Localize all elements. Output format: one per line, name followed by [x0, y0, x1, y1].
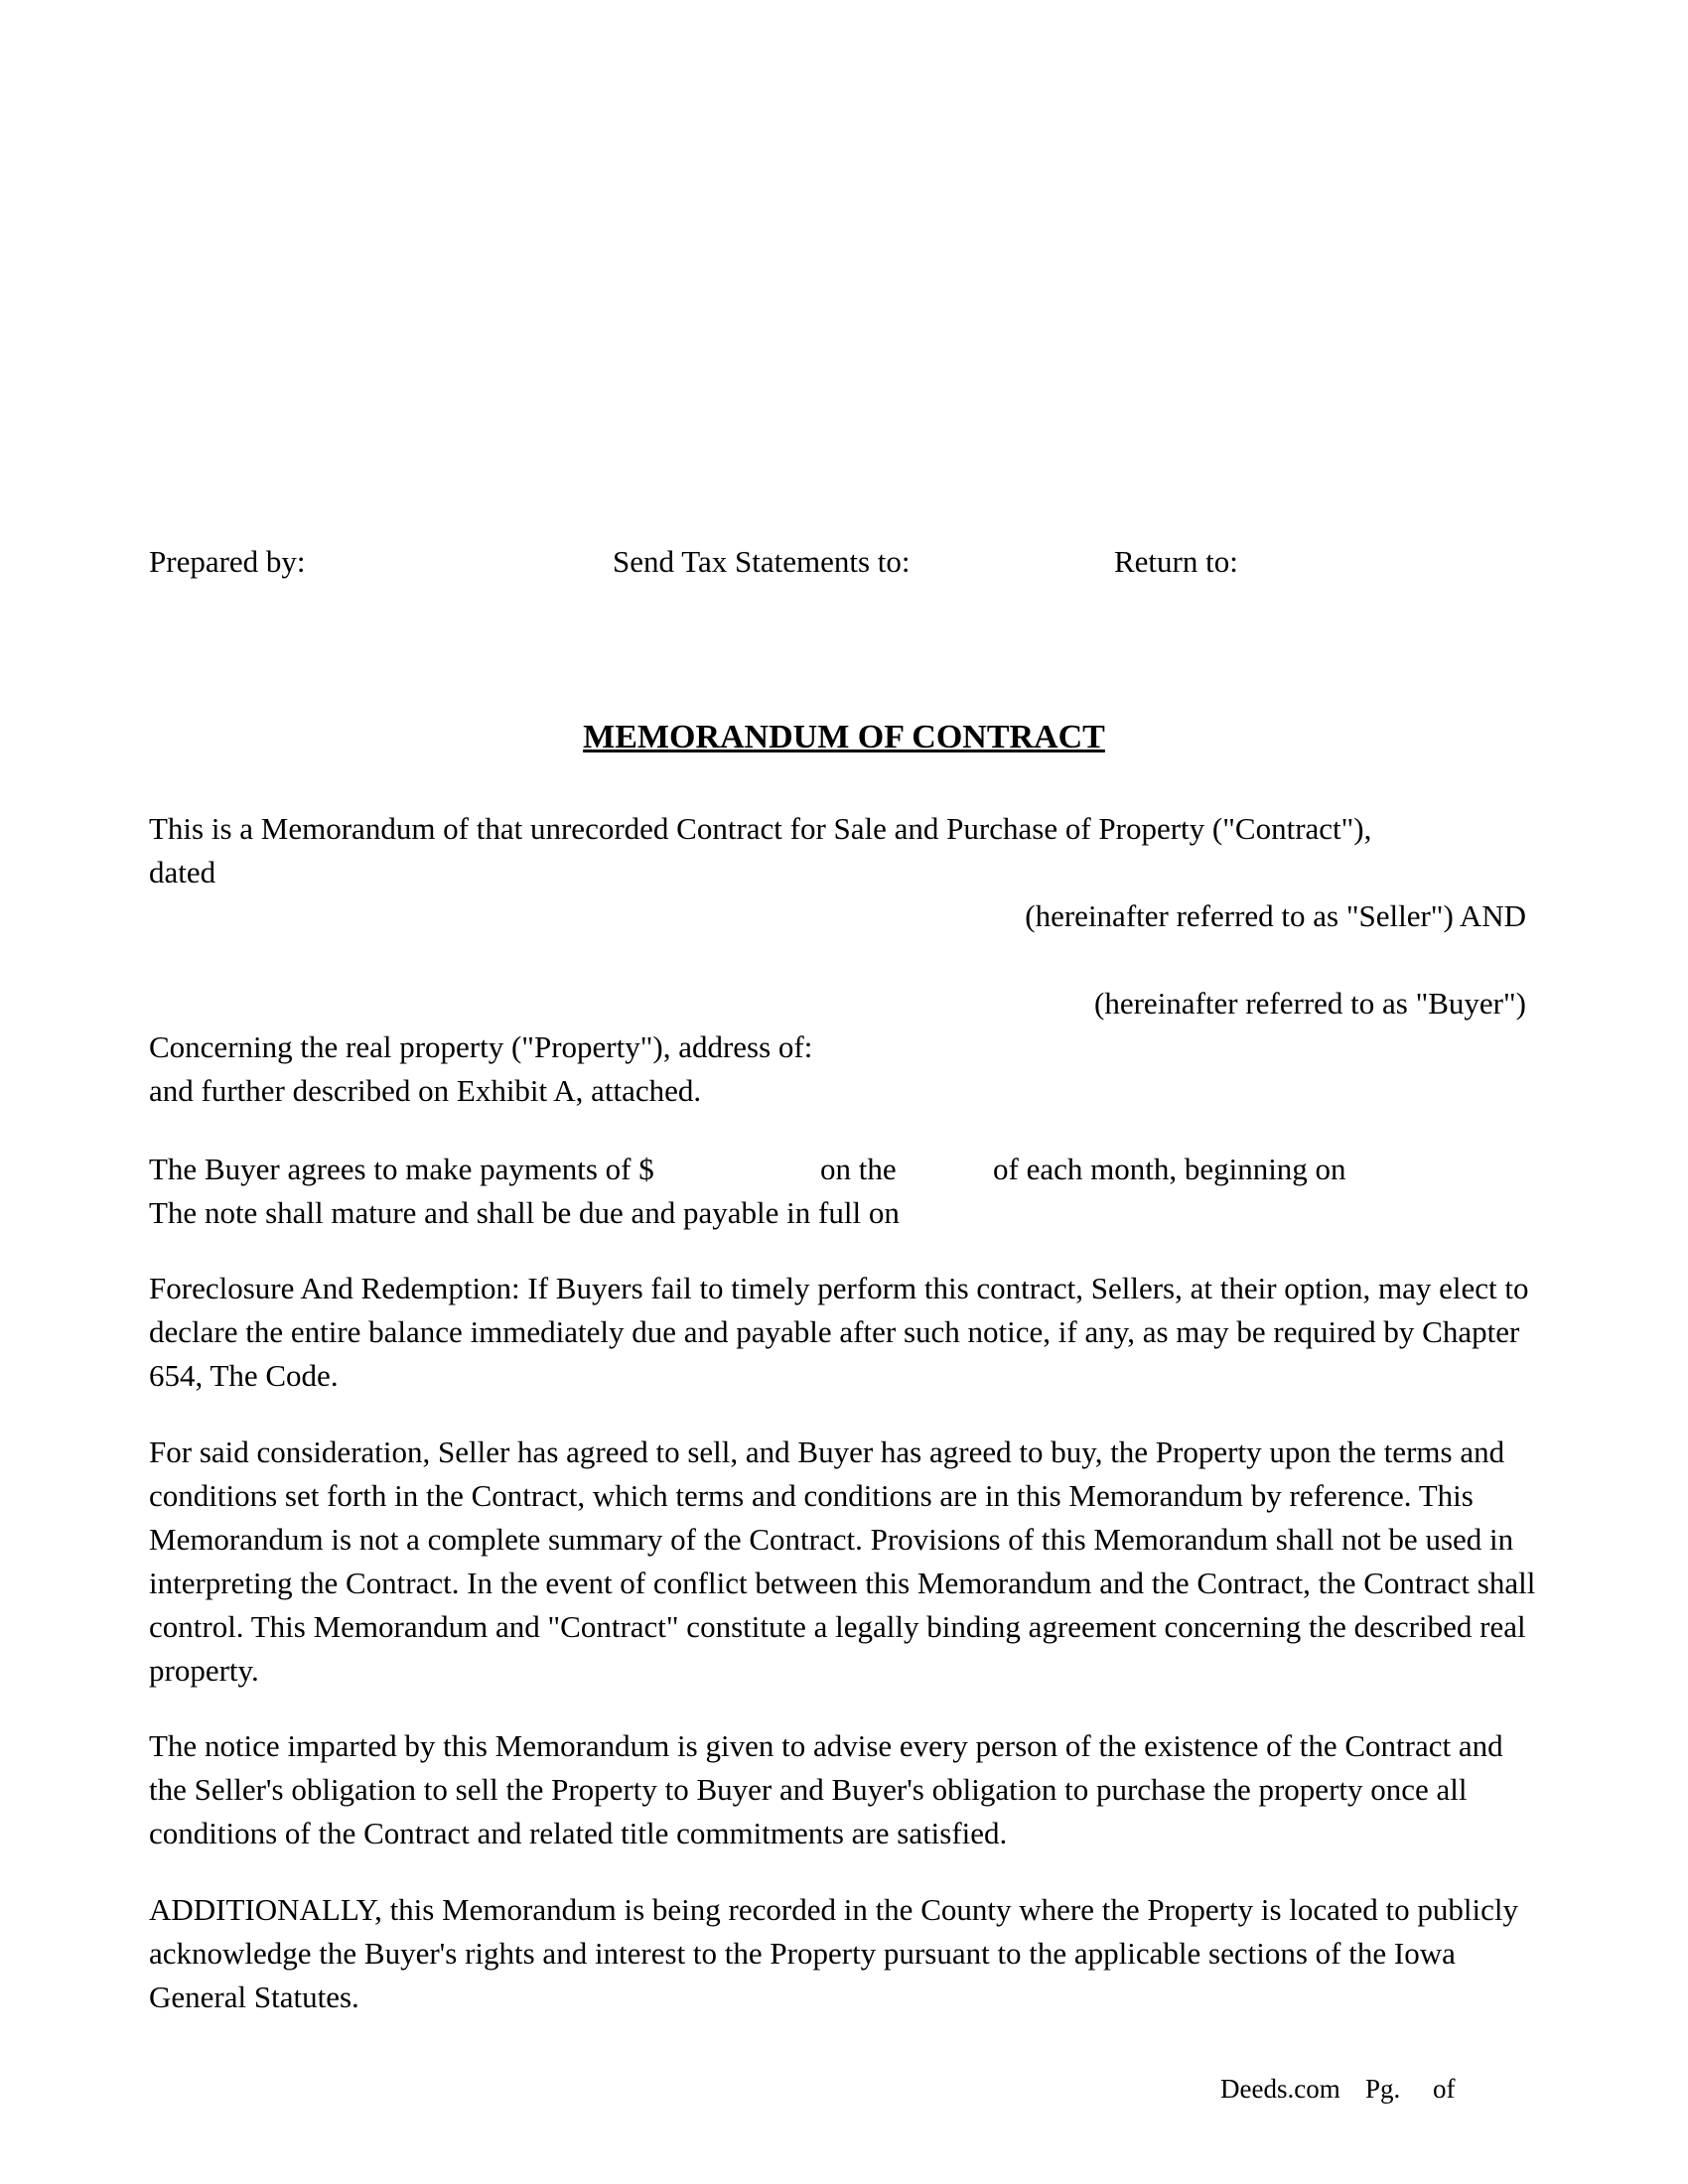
foreclosure-paragraph: Foreclosure And Redemption: If Buyers fail to timely perform this contract, Sellers, at their option, may elect to declare the entire balance immediately due and payable after such notice, if any, as may be required by Chapter 654, The Code.	[149, 1271, 1529, 1393]
property-address-line: Concerning the real property ("Property"), address of:	[149, 1029, 813, 1064]
return-to-label: Return to:	[1114, 544, 1238, 579]
document-title: MEMORANDUM OF CONTRACT	[583, 719, 1105, 755]
send-tax-statements-label: Send Tax Statements to:	[613, 544, 911, 579]
footer-of-label: of	[1433, 2074, 1456, 2104]
maturity-line: The note shall mature and shall be due and payable in full on	[149, 1195, 900, 1230]
seller-clause: (hereinafter referred to as "Seller") AND	[1025, 898, 1526, 933]
payments-on-the-label: on the	[820, 1152, 897, 1186]
additionally-paragraph: ADDITIONALLY, this Memorandum is being recorded in the County where the Property is located to publicly acknowledge the Buyer's rights and interest to the Property pursuant to the applicable sections of the Iowa General Statutes.	[149, 1892, 1518, 2014]
payments-beginning-label: of each month, beginning on	[993, 1152, 1346, 1186]
intro-line-1: This is a Memorandum of that unrecorded Contract for Sale and Purchase of Property ("Contract"),	[149, 811, 1372, 846]
consideration-paragraph: For said consideration, Seller has agreed to sell, and Buyer has agreed to buy, the Property upon the terms and conditions set forth in the Contract, which terms and conditions are in this Memorandum by reference. This Memorandum is not a complete summary of the Contract. Provisions of this Memorandum shall not be used in interpreting the Contract. In the event of conflict between this Memorandum and the Contract, the Contract shall control. This Memorandum and "Contract" constitute a legally binding agreement concerning the described real property.	[149, 1434, 1536, 1688]
exhibit-line: and further described on Exhibit A, attached.	[149, 1073, 702, 1108]
payments-amount-label: The Buyer agrees to make payments of $	[149, 1152, 654, 1186]
intro-dated: dated	[149, 855, 216, 889]
footer-page-label: Pg.	[1365, 2074, 1401, 2104]
prepared-by-label: Prepared by:	[149, 544, 306, 579]
notice-paragraph: The notice imparted by this Memorandum is given to advise every person of the existence of the Contract and the Seller's obligation to sell the Property to Buyer and Buyer's obligation to purchase the property once all conditions of the Contract and related title commitments are satisfied.	[149, 1728, 1503, 1850]
buyer-clause: (hereinafter referred to as "Buyer")	[1094, 986, 1526, 1021]
footer-site: Deeds.com	[1220, 2074, 1340, 2104]
